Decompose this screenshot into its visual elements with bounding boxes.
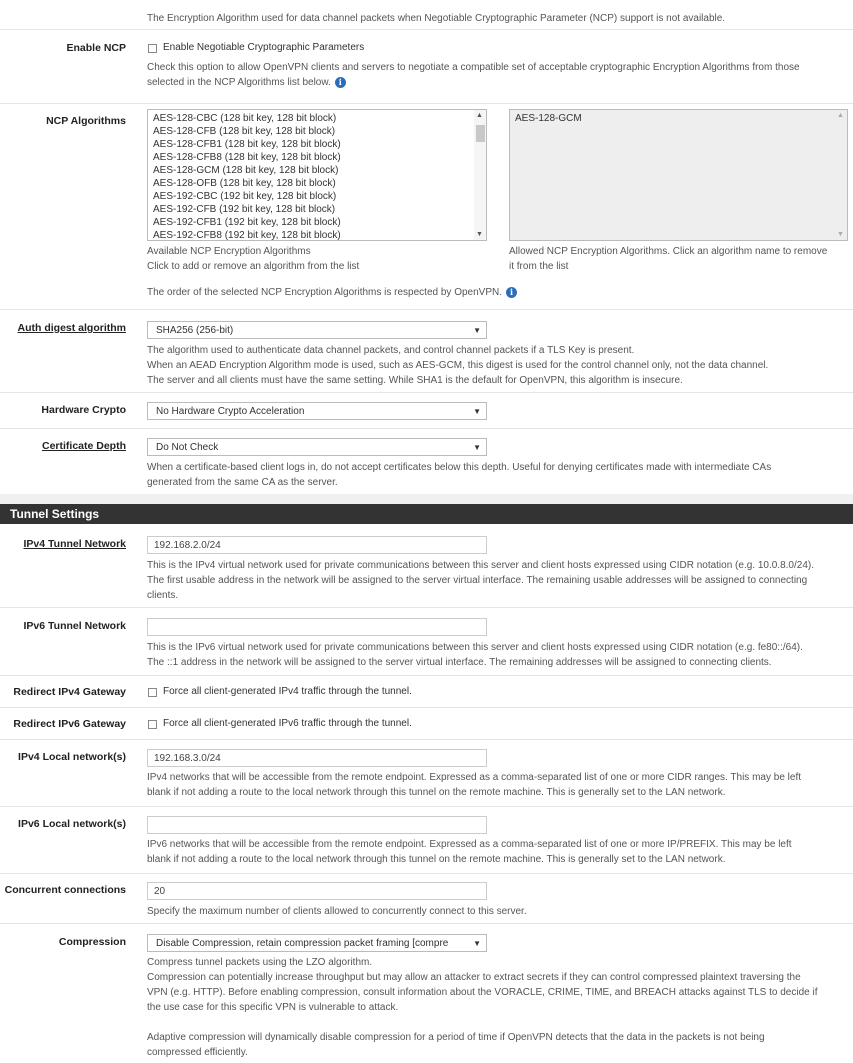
info-icon[interactable]: i	[335, 77, 346, 88]
ipv4-tunnel-help-line3: clients.	[147, 590, 179, 601]
chevron-down-icon: ▼	[473, 939, 481, 948]
scroll-up-icon[interactable]: ▲	[837, 112, 844, 119]
concurrent-label: Concurrent connections	[4, 884, 126, 896]
auth-digest-help-line1: The algorithm used to authenticate data channel packets, and control channel packets if a TLS Key is present.	[147, 345, 635, 356]
cert-depth-select[interactable]	[147, 438, 487, 456]
redirect-ipv6-checkbox-label[interactable]: Force all client-generated IPv6 traffic through the tunnel.	[163, 718, 412, 729]
tunnel-settings-header: Tunnel Settings	[0, 504, 853, 524]
concurrent-row	[0, 874, 853, 924]
available-ncp-option[interactable]: AES-192-CFB8 (192 bit key, 128 bit block)	[153, 230, 341, 241]
enable-ncp-checkbox[interactable]	[148, 44, 157, 53]
allowed-ncp-options	[510, 110, 847, 125]
ipv6-tunnel-input[interactable]	[147, 618, 487, 636]
auth-digest-select[interactable]	[147, 321, 487, 339]
compression-help-line3: VPN (e.g. HTTP). Before enabling compression, consult information about the VORACLE, CRIME, TIME, and BREACH attacks against TLS to decide if	[147, 987, 818, 998]
available-ncp-options	[148, 110, 486, 241]
scroll-up-icon[interactable]: ▲	[476, 112, 483, 119]
hardware-crypto-select[interactable]	[147, 402, 487, 420]
compression-help-line6: compressed efficiently.	[147, 1047, 248, 1058]
enable-ncp-help-line1: Check this option to allow OpenVPN clients and servers to negotiate a compatible set of acceptable cryptographic Encryption Algorithms from those	[147, 62, 800, 73]
ipv4-tunnel-help	[147, 558, 847, 603]
allowed-ncp-help	[509, 244, 849, 274]
ncp-order-help	[147, 285, 847, 300]
ipv4-local-help-line1: IPv4 networks that will be accessible from the remote endpoint. Expressed as a comma-separated list of one or more CIDR ranges. This may be left	[147, 772, 801, 783]
ipv4-local-label: IPv4 Local network(s)	[18, 751, 126, 763]
hardware-crypto-row	[0, 393, 853, 429]
scroll-down-icon[interactable]: ▼	[476, 231, 483, 238]
available-ncp-help-line2: Click to add or remove an algorithm from the list	[147, 261, 360, 272]
ipv6-local-label: IPv6 Local network(s)	[18, 818, 126, 830]
ipv4-tunnel-help-line2: The first usable address in the network will be assigned to the server virtual interface. The remaining usable addresses will be assigned to connecting	[147, 575, 808, 586]
available-ncp-option[interactable]: AES-192-CBC (192 bit key, 128 bit block)	[153, 191, 337, 202]
auth-digest-row	[0, 310, 853, 393]
concurrent-help: Specify the maximum number of clients allowed to concurrently connect to this server.	[147, 906, 527, 917]
redirect-ipv6-row	[0, 708, 853, 740]
compression-help	[147, 955, 847, 1060]
available-ncp-scrollbar[interactable]	[474, 110, 486, 240]
allowed-ncp-help-line1: Allowed NCP Encryption Algorithms. Click an algorithm name to remove	[509, 246, 828, 257]
scroll-down-icon[interactable]: ▼	[837, 231, 844, 238]
ipv4-tunnel-help-line1: This is the IPv4 virtual network used for private communications between this server and client hosts expressed using CIDR notation (e.g. 10.0.8.0/24).	[147, 560, 814, 571]
ipv6-local-help-line2: blank if not adding a route to the local network through this tunnel on the remote machine. This is generally set to the LAN network.	[147, 854, 726, 865]
chevron-down-icon: ▼	[473, 407, 481, 416]
ipv6-local-input[interactable]	[147, 816, 487, 834]
concurrent-input[interactable]: 20	[147, 882, 487, 900]
allowed-ncp-listbox[interactable]	[509, 109, 848, 241]
cert-depth-value: Do Not Check	[156, 442, 219, 453]
compression-select[interactable]	[147, 934, 487, 952]
ipv6-tunnel-label: IPv6 Tunnel Network	[23, 620, 126, 632]
cert-depth-row	[0, 429, 853, 495]
cert-depth-help-line1: When a certificate-based client logs in, do not accept certificates below this depth. Useful for denying certificates made with intermediate CAs	[147, 462, 772, 473]
available-ncp-option[interactable]: AES-192-CFB (192 bit key, 128 bit block)	[153, 204, 336, 215]
ipv4-local-help	[147, 770, 847, 800]
ipv6-tunnel-help	[147, 640, 847, 670]
ipv6-tunnel-help-line2: The ::1 address in the network will be assigned to the server virtual interface. The remaining addresses will be assigned to connecting clients.	[147, 657, 772, 668]
available-ncp-option[interactable]: AES-192-CFB1 (192 bit key, 128 bit block)	[153, 217, 341, 228]
enable-ncp-help-text2: selected in the NCP Algorithms list below.	[147, 77, 331, 88]
compression-help-line4: the use case for this specific VPN is vulnerable to attack.	[147, 1002, 399, 1013]
scroll-thumb[interactable]	[476, 125, 485, 142]
available-ncp-option[interactable]: AES-128-GCM (128 bit key, 128 bit block)	[153, 165, 339, 176]
ncp-order-help-text: The order of the selected NCP Encryption Algorithms is respected by OpenVPN.	[147, 287, 502, 298]
redirect-ipv4-checkbox-label[interactable]: Force all client-generated IPv4 traffic through the tunnel.	[163, 686, 412, 697]
available-ncp-help-line1: Available NCP Encryption Algorithms	[147, 246, 311, 257]
redirect-ipv6-checkbox[interactable]	[148, 720, 157, 729]
enable-ncp-checkbox-label[interactable]: Enable Negotiable Cryptographic Parameters	[163, 42, 365, 53]
ncp-algorithms-row	[0, 104, 853, 310]
hardware-crypto-value: No Hardware Crypto Acceleration	[156, 406, 305, 417]
redirect-ipv4-label: Redirect IPv4 Gateway	[13, 686, 126, 698]
cert-depth-help-line2: generated from the same CA as the server.	[147, 477, 338, 488]
compression-label: Compression	[58, 936, 126, 948]
redirect-ipv4-checkbox[interactable]	[148, 688, 157, 697]
ipv4-local-help-line2: blank if not adding a route to the local network through this tunnel on the remote machine. This is generally set to the LAN network.	[147, 787, 726, 798]
enable-ncp-help-line2	[147, 75, 847, 90]
ipv6-tunnel-row	[0, 608, 853, 676]
panel-gap	[0, 494, 853, 504]
available-ncp-help	[147, 244, 487, 274]
ipv6-local-row	[0, 807, 853, 874]
auth-digest-help-line3: The server and all clients must have the same setting. While SHA1 is the default for OpenVPN, this algorithm is insecure.	[147, 375, 683, 386]
encryption-help-row	[0, 0, 853, 30]
enable-ncp-label: Enable NCP	[66, 42, 126, 54]
cert-depth-label[interactable]: Certificate Depth	[41, 440, 126, 452]
info-icon[interactable]: i	[506, 287, 517, 298]
ipv6-local-help	[147, 837, 847, 867]
allowed-ncp-scrollbar[interactable]	[835, 110, 847, 240]
ipv4-tunnel-input[interactable]: 192.168.2.0/24	[147, 536, 487, 554]
ipv4-local-row	[0, 740, 853, 807]
compression-help-line2: Compression can potentially increase throughput but may allow an attacker to extract secrets if they can control compressed plaintext traversing the	[147, 972, 801, 983]
chevron-down-icon: ▼	[473, 443, 481, 452]
available-ncp-option[interactable]: AES-128-CFB (128 bit key, 128 bit block)	[153, 126, 336, 137]
available-ncp-option[interactable]: AES-128-CFB1 (128 bit key, 128 bit block)	[153, 139, 341, 150]
hardware-crypto-label: Hardware Crypto	[41, 404, 126, 416]
available-ncp-option[interactable]: AES-128-CFB8 (128 bit key, 128 bit block)	[153, 152, 341, 163]
ipv4-tunnel-label[interactable]: IPv4 Tunnel Network	[23, 538, 126, 550]
enable-ncp-help	[147, 60, 847, 90]
encryption-help: The Encryption Algorithm used for data channel packets when Negotiable Cryptographic Parameter (NCP) support is not available.	[147, 13, 726, 24]
auth-digest-help-line2: When an AEAD Encryption Algorithm mode is used, such as AES-GCM, this digest is used for the control channel only, not the data channel.	[147, 360, 769, 371]
available-ncp-option[interactable]: AES-128-CBC (128 bit key, 128 bit block)	[153, 113, 337, 124]
available-ncp-option[interactable]: AES-128-OFB (128 bit key, 128 bit block)	[153, 178, 336, 189]
compression-help-spacer	[147, 1015, 847, 1030]
auth-digest-help	[147, 343, 847, 388]
ipv4-local-input[interactable]: 192.168.3.0/24	[147, 749, 487, 767]
ipv6-tunnel-help-line1: This is the IPv6 virtual network used for private communications between this server and client hosts expressed using CIDR notation (e.g. fe80::/64).	[147, 642, 803, 653]
cert-depth-help	[147, 460, 847, 490]
available-ncp-listbox[interactable]	[147, 109, 487, 241]
compression-row	[0, 924, 853, 1063]
compression-help-line5: Adaptive compression will dynamically disable compression for a period of time if OpenVPN detects that the data in the packets is not being	[147, 1032, 765, 1043]
ncp-algorithms-label: NCP Algorithms	[46, 115, 126, 127]
auth-digest-label[interactable]: Auth digest algorithm	[17, 322, 126, 334]
ipv4-tunnel-row	[0, 524, 853, 608]
enable-ncp-row	[0, 30, 853, 104]
chevron-down-icon: ▼	[473, 326, 481, 335]
compression-help-line1: Compress tunnel packets using the LZO algorithm.	[147, 957, 373, 968]
redirect-ipv6-label: Redirect IPv6 Gateway	[13, 718, 126, 730]
redirect-ipv4-row	[0, 676, 853, 708]
compression-value: Disable Compression, retain compression packet framing [compre	[156, 938, 449, 949]
allowed-ncp-option[interactable]: AES-128-GCM	[515, 113, 582, 124]
auth-digest-value: SHA256 (256-bit)	[156, 325, 234, 336]
ipv6-local-help-line1: IPv6 networks that will be accessible from the remote endpoint. Expressed as a comma-separated list of one or more IP/PREFIX. This may be left	[147, 839, 792, 850]
allowed-ncp-help-line2: it from the list	[509, 261, 569, 272]
